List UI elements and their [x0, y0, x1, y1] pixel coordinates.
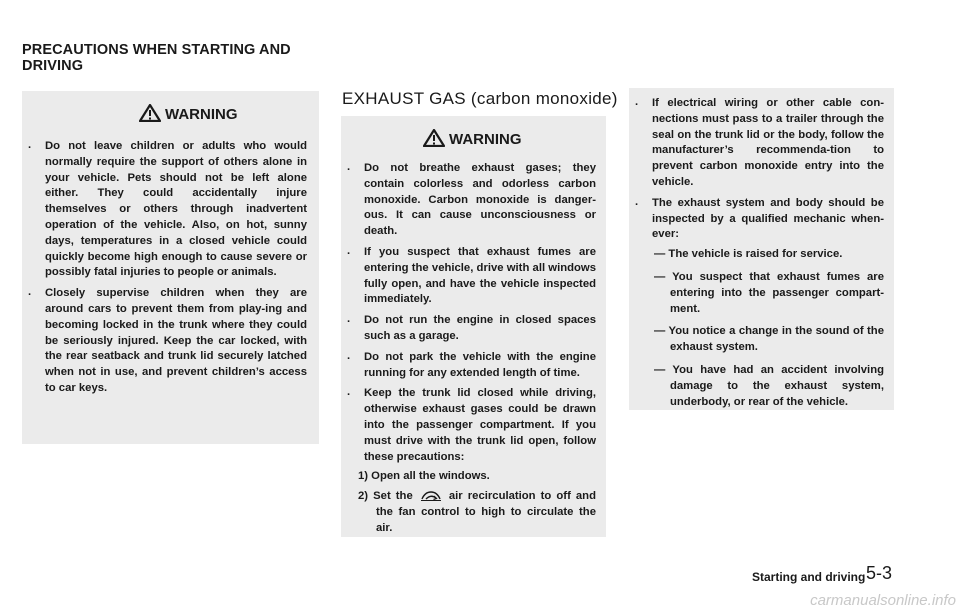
warning-box-right	[629, 88, 894, 410]
warning-label: WARNING	[165, 106, 238, 123]
list-item: . If you suspect that exhaust fumes are entering the vehicle, drive with all windows fully open, and have the vehicle inspected immediately.	[341, 245, 596, 308]
warning-label: WARNING	[449, 131, 522, 148]
step-text-after: air recirculation to off and the fan control to high to circulate the air.	[376, 490, 596, 534]
warning-box-left	[22, 91, 319, 444]
step-text-before: 2) Set the	[358, 490, 413, 503]
step-item: 1) Open all the windows.	[358, 470, 490, 483]
warning-box-middle	[341, 116, 606, 537]
condition-list	[654, 247, 884, 410]
warning-list	[629, 96, 894, 410]
list-item-text: The exhaust system and body should be inspected by a qualified mechanic when-ever:	[652, 196, 884, 241]
warning-header	[341, 116, 606, 162]
page-number: 5-3	[866, 563, 893, 583]
page-heading-line2: DRIVING	[22, 58, 84, 74]
list-item: . Do not leave children or adults who would normally require the support of others alone in your vehicle. Pets should not be left alone either. They could accidentally injure themselves or others through inadvertent operation of the vehicle. Also, on hot, sunny days, temperatures in a closed vehicle could quickly become high enough to cause severe or possibly fatal injuries to people or animals.	[22, 139, 307, 281]
precaution-steps	[358, 469, 596, 536]
warning-list	[22, 139, 319, 397]
warning-triangle-icon	[423, 129, 445, 147]
page-heading-line1: PRECAUTIONS WHEN STARTING AND	[22, 42, 291, 58]
condition-item: — You have had an accident involving damage to the exhaust system, underbody, or rear of the vehicle.	[654, 363, 884, 408]
list-item: . Do not breathe exhaust gases; they contain colorless and odorless carbon monoxide. Carbon monoxide is danger-ous. It can cause unconsciousness or death.	[341, 161, 596, 240]
page-heading	[22, 42, 291, 74]
condition-item: — You notice a change in the sound of the exhaust system.	[654, 325, 884, 354]
air-recirculation-icon	[420, 490, 442, 502]
list-item: . If electrical wiring or other cable con-nections must pass to a trailer through the seal on the trunk lid or the body, follow the manufacturer’s recommenda-tion to prevent carbon monoxide entry into the vehicle.	[629, 96, 884, 191]
section-title: EXHAUST GAS (carbon monoxide)	[342, 89, 618, 108]
footer-section-label: Starting and driving	[752, 570, 866, 584]
condition-item: — The vehicle is raised for service.	[654, 248, 843, 261]
step-item	[358, 489, 596, 536]
list-item-text: Keep the trunk lid closed while driving, otherwise exhaust gases could be drawn into the passenger compartment. If you must drive with the trunk lid open, follow these precautions:	[364, 387, 596, 463]
warning-list	[341, 161, 606, 537]
warning-header	[22, 91, 319, 137]
watermark: carmanualsonline.info	[810, 592, 956, 609]
list-item: . Do not park the vehicle with the engine running for any extended length of time.	[341, 350, 596, 382]
list-item	[629, 196, 884, 411]
list-item	[341, 386, 596, 536]
list-item: . Do not run the engine in closed spaces such as a garage.	[341, 313, 596, 345]
list-item: . Closely supervise children when they are around cars to prevent them from play-ing and becoming locked in the trunk where they could be seriously injured. Keep the car locked, with the rear seatback and trunk lid securely latched when not in use, and prevent children’s access to car keys.	[22, 286, 307, 397]
condition-item: — You suspect that exhaust fumes are entering into the passenger compart-ment.	[654, 270, 884, 315]
warning-triangle-icon	[139, 104, 161, 122]
